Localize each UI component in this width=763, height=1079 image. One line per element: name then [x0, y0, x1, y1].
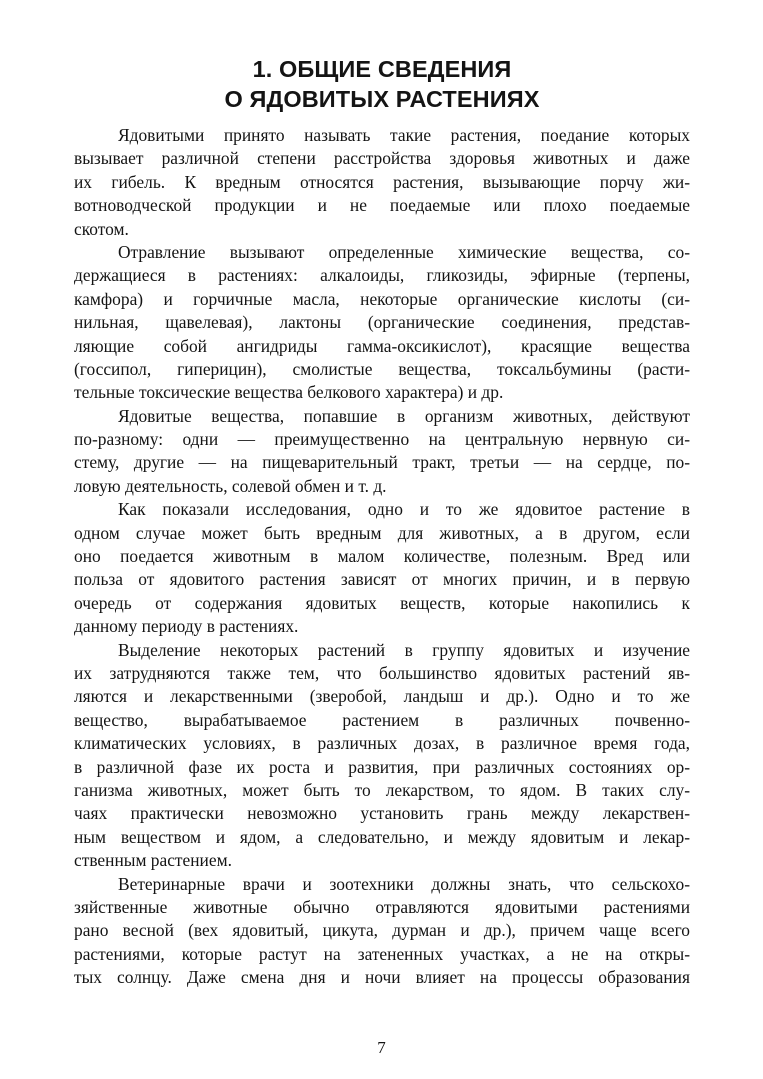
paragraph-line: вызывает различной степени расстройства здоровья животных и даже [74, 148, 690, 169]
paragraph-line: Ветеринарные врачи и зоотехники должны знать, что сельскохо- [118, 873, 690, 894]
paragraph-line: зяйственные животные обычно отравляются ядовитыми растениями [74, 896, 690, 917]
paragraph-line: нильная, щавелевая), лактоны (органические соединения, представ- [74, 312, 690, 333]
paragraph [74, 873, 690, 990]
paragraph-line: ляются и лекарственными (зверобой, ландыш и др.). Одно и то же [74, 686, 690, 707]
body-text [74, 124, 690, 989]
paragraph-line: польза от ядовитого растения зависят от многих причин, и в первую [74, 569, 690, 590]
paragraph-line: тых солнцу. Даже смена дня и ночи влияет на процессы образования [74, 967, 690, 988]
paragraph-line: вотноводческой продукции и не поедаемые или плохо поедаемые [74, 195, 690, 216]
paragraph-line: оно поедается животным в малом количестве, полезным. Вред или [74, 546, 690, 567]
page-number: 7 [377, 1038, 386, 1057]
paragraph-line: ственным растением. [74, 850, 232, 871]
paragraph-line: ляющие собой ангидриды гамма-оксикислот), красящие вещества [74, 335, 690, 356]
paragraph-line: чаях практически невозможно установить грань между лекарствен- [74, 803, 690, 824]
paragraph-line: скотом. [74, 218, 129, 239]
paragraph-line: климатических условиях, в различных дозах, в различное время года, [74, 733, 690, 754]
page-content [74, 54, 690, 989]
paragraph-line: Выделение некоторых растений в группу ядовитых и изучение [118, 639, 690, 660]
paragraph-line: рано весной (вех ядовитый, цикута, дурман и др.), причем чаще всего [74, 920, 690, 941]
paragraph-line: стему, другие — на пищеварительный тракт, третьи — на сердце, по- [74, 452, 690, 473]
paragraph [74, 498, 690, 638]
paragraph-line: (госсипол, гиперицин), смолистые вещества, токсальбумины (расти- [74, 358, 690, 379]
section-heading [74, 54, 690, 114]
paragraph-line: в различной фазе их роста и развития, при различных состояниях ор- [74, 756, 690, 777]
paragraph-line: по-разному: одни — преимущественно на центральную нервную си- [74, 429, 690, 450]
paragraph [74, 405, 690, 499]
paragraph-line: данному периоду в растениях. [74, 616, 299, 637]
paragraph-line: держащиеся в растениях: алкалоиды, гликозиды, эфирные (терпены, [74, 265, 690, 286]
paragraph-line: камфора) и горчичные масла, некоторые органические кислоты (си- [74, 288, 690, 309]
paragraph-line: вещество, вырабатываемое растением в различных почвенно- [74, 709, 690, 730]
paragraph-line: Ядовитыми принято называть такие растения, поедание которых [118, 125, 690, 145]
paragraph-line: ным веществом и ядом, а следовательно, и между ядовитым и лекар- [74, 826, 690, 847]
paragraph [74, 124, 690, 241]
paragraph [74, 241, 690, 405]
paragraph-line: одном случае может быть вредным для животных, а в другом, если [74, 522, 690, 543]
paragraph-line: их затрудняются также тем, что большинство ядовитых растений яв- [74, 662, 690, 683]
paragraph-line: Отравление вызывают определенные химические вещества, со- [118, 241, 690, 262]
heading-line-1: 1. ОБЩИЕ СВЕДЕНИЯ [252, 56, 512, 82]
paragraph-line: ловую деятельность, солевой обмен и т. д. [74, 475, 387, 496]
paragraph-line: тельные токсические вещества белкового характера) и др. [74, 382, 504, 403]
paragraph-line: Как показали исследования, одно и то же ядовитое растение в [118, 499, 690, 520]
paragraph-line: их гибель. К вредным относятся растения, вызывающие порчу жи- [74, 171, 690, 192]
paragraph-line: ганизма животных, может быть то лекарством, то ядом. В таких слу- [74, 779, 690, 800]
paragraph-line: очередь от содержания ядовитых веществ, которые накопились к [74, 592, 690, 613]
paragraph-line: Ядовитые вещества, попавшие в организм животных, действуют [118, 405, 690, 426]
paragraph [74, 639, 690, 873]
paragraph-line: растениями, которые растут на затененных участках, а не на откры- [74, 943, 690, 964]
heading-line-2: О ЯДОВИТЫХ РАСТЕНИЯХ [224, 86, 540, 112]
